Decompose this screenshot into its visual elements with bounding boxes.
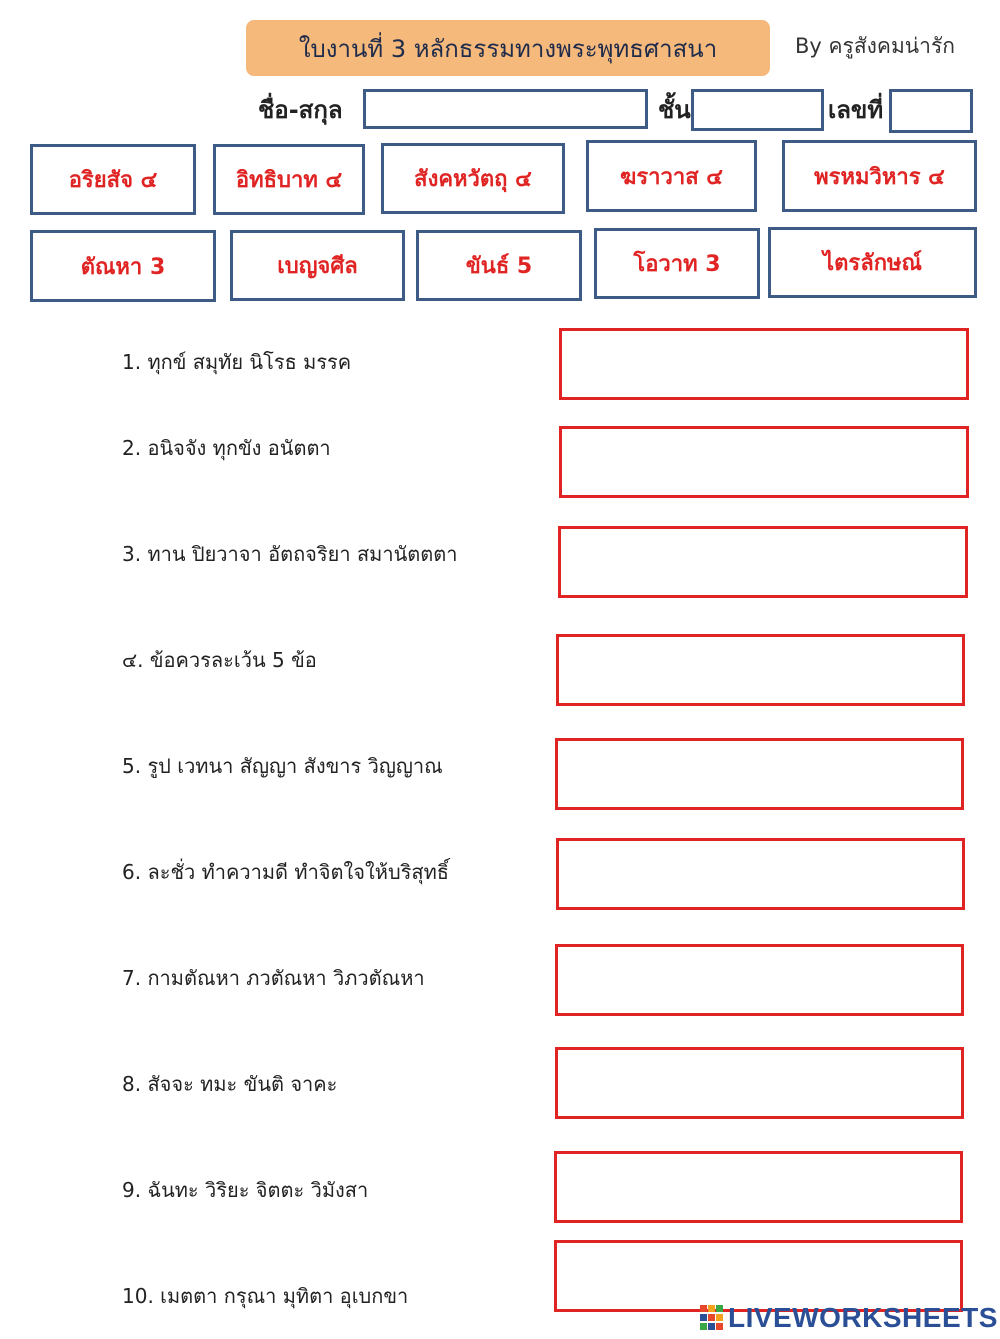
word-chip-trilak[interactable]: ไตรลักษณ์ bbox=[768, 227, 977, 298]
word-chip-kharawat[interactable]: ฆราวาส ๔ bbox=[586, 140, 757, 212]
question-9: 9. ฉันทะ วิริยะ จิตตะ วิมังสา bbox=[122, 1178, 369, 1202]
word-chip-itthibat[interactable]: อิทธิบาท ๔ bbox=[213, 144, 365, 215]
question-4: ๔. ข้อควรละเว้น 5 ข้อ bbox=[122, 648, 317, 672]
class-label: ชั้น bbox=[658, 96, 691, 124]
word-chip-khan[interactable]: ขันธ์ 5 bbox=[416, 230, 582, 301]
class-input[interactable] bbox=[691, 89, 824, 131]
number-input[interactable] bbox=[889, 89, 973, 133]
question-3: 3. ทาน ปิยวาจา อัตถจริยา สมานัตตตา bbox=[122, 542, 458, 566]
question-6: 6. ละชั่ว ทำความดี ทำจิตใจให้บริสุทธิ์ bbox=[122, 860, 449, 884]
liveworksheets-brand: LIVEWORKSHEETS bbox=[728, 1302, 998, 1333]
question-7: 7. กามตัณหา ภวตัณหา วิภวตัณหา bbox=[122, 966, 425, 990]
word-chip-phromwihan[interactable]: พรหมวิหาร ๔ bbox=[782, 140, 977, 212]
answer-box-1[interactable] bbox=[559, 328, 969, 400]
question-10: 10. เมตตา กรุณา มุทิตา อุเบกขา bbox=[122, 1284, 409, 1308]
question-8: 8. สัจจะ ทมะ ขันติ จาคะ bbox=[122, 1072, 338, 1096]
word-chip-ariyasat[interactable]: อริยสัจ ๔ bbox=[30, 144, 196, 215]
word-chip-benchasin[interactable]: เบญจศีล bbox=[230, 230, 405, 301]
word-chip-sangkhahawatthu[interactable]: สังคหวัตถุ ๔ bbox=[381, 143, 565, 214]
question-5: 5. รูป เวทนา สัญญา สังขาร วิญญาณ bbox=[122, 754, 443, 778]
number-label: เลขที่ bbox=[828, 96, 884, 124]
answer-box-8[interactable] bbox=[555, 1047, 964, 1119]
liveworksheets-logo bbox=[700, 1302, 998, 1334]
answer-box-9[interactable] bbox=[554, 1151, 963, 1223]
word-chip-tanha[interactable]: ตัณหา 3 bbox=[30, 230, 216, 302]
author-credit: By ครูสังคมน่ารัก bbox=[795, 34, 955, 58]
answer-box-6[interactable] bbox=[556, 838, 965, 910]
answer-box-4[interactable] bbox=[556, 634, 965, 706]
word-chip-owat[interactable]: โอวาท 3 bbox=[594, 228, 760, 299]
answer-box-3[interactable] bbox=[558, 526, 968, 598]
answer-box-7[interactable] bbox=[555, 944, 964, 1016]
liveworksheets-mark-icon bbox=[700, 1305, 724, 1331]
question-1: 1. ทุกข์ สมุทัย นิโรธ มรรค bbox=[122, 350, 352, 374]
worksheet-title: ใบงานที่ 3 หลักธรรมทางพระพุทธศาสนา bbox=[246, 20, 770, 76]
answer-box-2[interactable] bbox=[559, 426, 969, 498]
name-label: ชื่อ-สกุล bbox=[258, 96, 343, 124]
question-2: 2. อนิจจัง ทุกขัง อนัตตา bbox=[122, 436, 331, 460]
answer-box-5[interactable] bbox=[555, 738, 964, 810]
name-input[interactable] bbox=[363, 89, 648, 129]
